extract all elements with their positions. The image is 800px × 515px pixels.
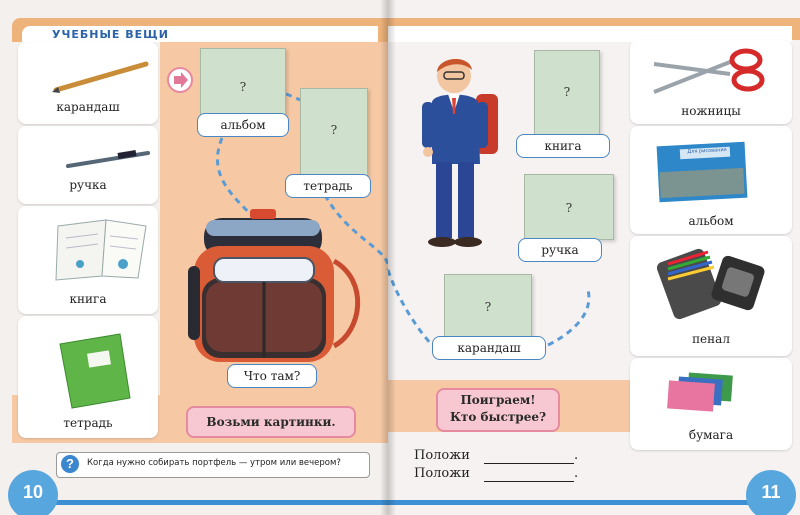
item-card-album[interactable] xyxy=(630,126,792,234)
question-mark: ? xyxy=(565,200,573,215)
tag-pencil: карандаш xyxy=(432,336,546,360)
game-button[interactable] xyxy=(436,388,560,432)
fill-word: Положи xyxy=(414,448,470,463)
item-label: альбом xyxy=(688,214,734,228)
album-cover-caption: Для рисования xyxy=(687,146,727,156)
section-title: УЧЕБНЫЕ ВЕЩИ xyxy=(52,28,169,41)
pencil-case-icon xyxy=(630,236,792,326)
item-label: ножницы xyxy=(681,104,741,118)
question-box-book[interactable] xyxy=(534,50,600,136)
page-number-right: 11 xyxy=(746,470,796,515)
item-label: карандаш xyxy=(56,100,120,114)
item-label: ручка xyxy=(69,178,107,192)
item-label: пенал xyxy=(692,332,730,346)
game-button-line2: Кто быстрее? xyxy=(450,410,546,424)
item-label: тетрадь xyxy=(63,416,113,430)
question-mark: ? xyxy=(330,123,338,138)
right-bottom-rule xyxy=(388,500,758,505)
item-label: бумага xyxy=(688,428,734,442)
item-label: книга xyxy=(69,292,107,306)
fill-word: Положи xyxy=(414,466,470,481)
take-pictures-button[interactable]: Возьми картинки. xyxy=(186,406,356,438)
question-badge: ? xyxy=(61,455,79,473)
question-strip xyxy=(56,452,370,478)
book-gutter xyxy=(380,0,396,515)
fill-blank[interactable] xyxy=(484,466,574,482)
page-number-left: 10 xyxy=(8,470,58,515)
question-text: Когда нужно собирать портфель — утром или вечером? xyxy=(87,458,341,468)
question-box-pen[interactable] xyxy=(524,174,614,240)
tag-notebook: тетрадь xyxy=(285,174,371,198)
game-button-line1: Поиграем! xyxy=(460,393,536,407)
tag-what-inside: Что там? xyxy=(227,364,317,388)
question-box-pencil[interactable] xyxy=(444,274,532,338)
left-bottom-rule xyxy=(40,500,388,505)
fill-end: . xyxy=(574,466,579,481)
backpack-icon[interactable] xyxy=(184,206,364,376)
fill-end: . xyxy=(574,448,579,463)
item-card-paper[interactable] xyxy=(630,358,792,450)
tag-album: альбом xyxy=(197,113,289,137)
paper-icon xyxy=(630,358,792,422)
question-mark: ? xyxy=(239,80,247,95)
tag-book: книга xyxy=(516,134,610,158)
schoolboy-icon xyxy=(418,52,508,252)
scissors-icon xyxy=(630,40,792,100)
item-card-scissors[interactable] xyxy=(630,40,792,124)
question-mark: ? xyxy=(563,84,571,99)
question-mark: ? xyxy=(484,299,492,314)
fill-line-2[interactable] xyxy=(414,466,578,482)
fill-line-1[interactable] xyxy=(414,448,578,464)
album-icon xyxy=(630,126,792,206)
item-card-pencil-case[interactable] xyxy=(630,236,792,356)
right-page xyxy=(388,0,800,515)
fill-blank[interactable] xyxy=(484,448,574,464)
tag-pen: ручка xyxy=(518,238,602,262)
question-box-notebook[interactable] xyxy=(300,88,368,176)
left-page xyxy=(0,0,388,515)
